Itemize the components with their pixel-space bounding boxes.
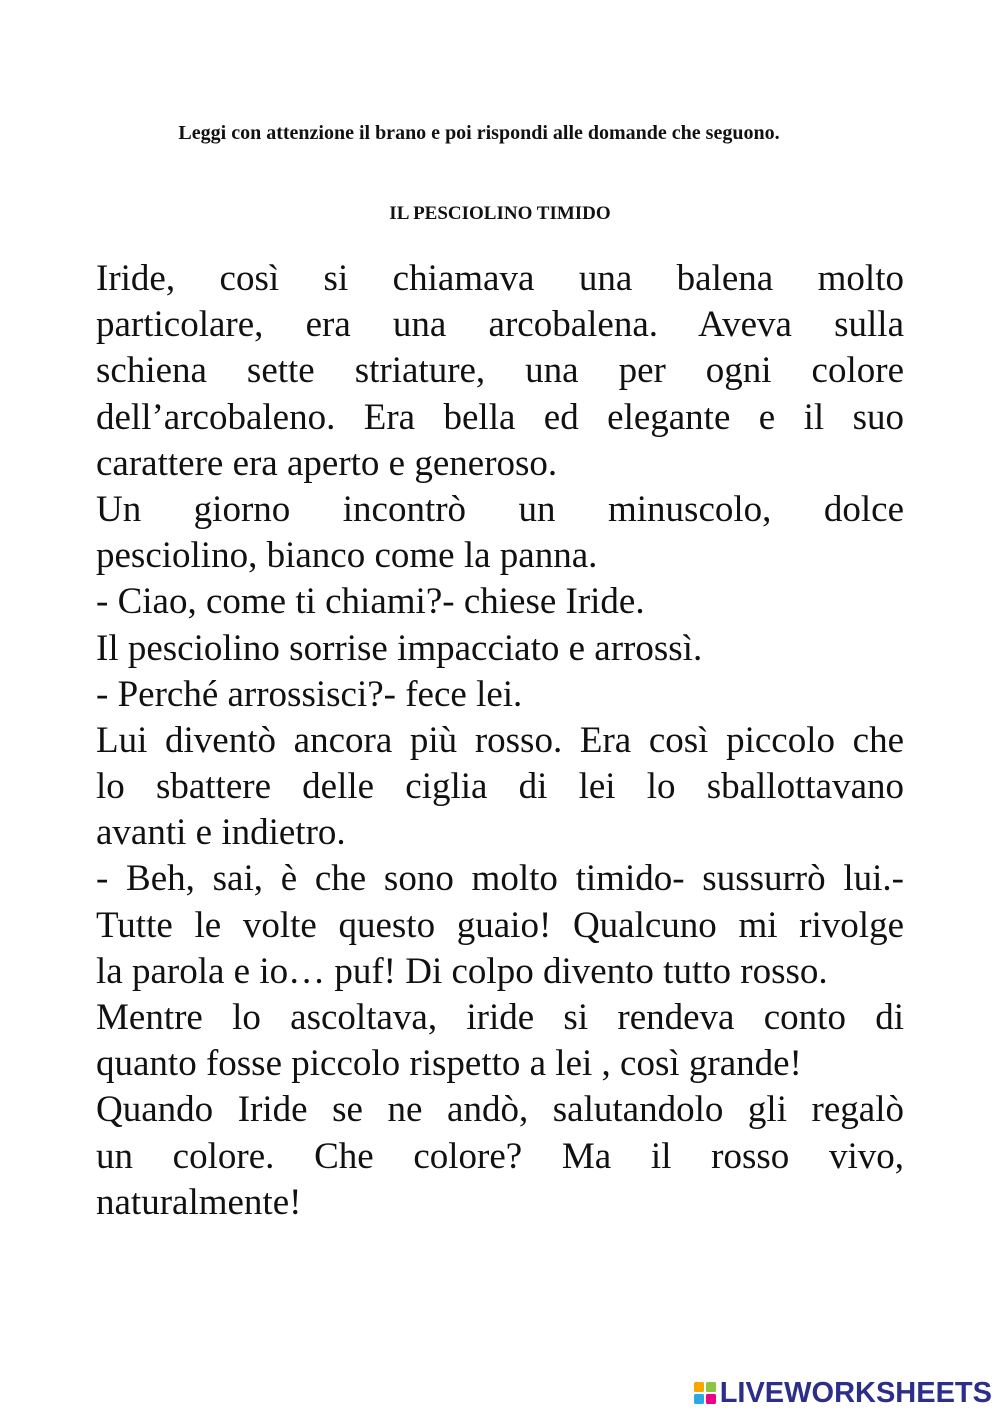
story-line: Iride, così si chiamava una balena molto xyxy=(96,258,904,299)
story-line: Quando Iride se ne andò, salutandolo gli regalò xyxy=(96,1089,904,1131)
story-line: Un giorno incontrò un minuscolo, dolce xyxy=(96,488,904,530)
brand-name: LIVEWORKSHEETS xyxy=(719,1376,992,1409)
story-line: - Perché arrossisci?- fece lei. xyxy=(96,673,523,715)
story-line: - Ciao, come ti chiami?- chiese Iride. xyxy=(96,581,645,623)
story-line: - Beh, sai, è che sono molto timido- sussurrò lui.- xyxy=(96,858,904,900)
story-line: lo sbattere delle ciglia di lei lo sballottavano xyxy=(96,766,904,808)
story-line: Mentre lo ascoltava, iride si rendeva conto di xyxy=(96,997,904,1038)
story-title: IL PESCIOLINO TIMIDO xyxy=(389,203,611,224)
story-line: avanti e indietro. xyxy=(96,812,346,854)
story-line: Tutte le volte questo guaio! Qualcuno mi rivolge xyxy=(96,904,904,946)
logo-square-4 xyxy=(706,1394,716,1404)
story-line: schiena sette striature, una per ogni colore xyxy=(96,350,904,392)
story-line: un colore. Che colore? Ma il rosso vivo, xyxy=(96,1135,904,1177)
story-line: quanto fosse piccolo rispetto a lei , così grande! xyxy=(96,1043,802,1085)
story-line: particolare, era una arcobalena. Aveva sulla xyxy=(96,304,904,346)
instruction-text: Leggi con attenzione il brano e poi rispondi alle domande che seguono. xyxy=(178,122,780,144)
story-line: dell’arcobaleno. Era bella ed elegante e il suo xyxy=(96,396,904,438)
liveworksheets-logo-icon xyxy=(694,1382,716,1404)
story-line: carattere era aperto e generoso. xyxy=(96,442,558,484)
story-body xyxy=(96,256,904,1226)
liveworksheets-watermark xyxy=(694,1376,992,1410)
story-line: la parola e io… puf! Di colpo divento tutto rosso. xyxy=(96,950,828,992)
logo-square-2 xyxy=(706,1382,716,1392)
story-line: Lui diventò ancora più rosso. Era così piccolo che xyxy=(96,719,904,761)
logo-square-1 xyxy=(694,1382,704,1392)
logo-square-3 xyxy=(694,1394,704,1404)
story-line: pesciolino, bianco come la panna. xyxy=(96,535,598,577)
story-line: naturalmente! xyxy=(96,1181,302,1223)
story-line: Il pesciolino sorrise impacciato e arrossì. xyxy=(96,627,703,669)
